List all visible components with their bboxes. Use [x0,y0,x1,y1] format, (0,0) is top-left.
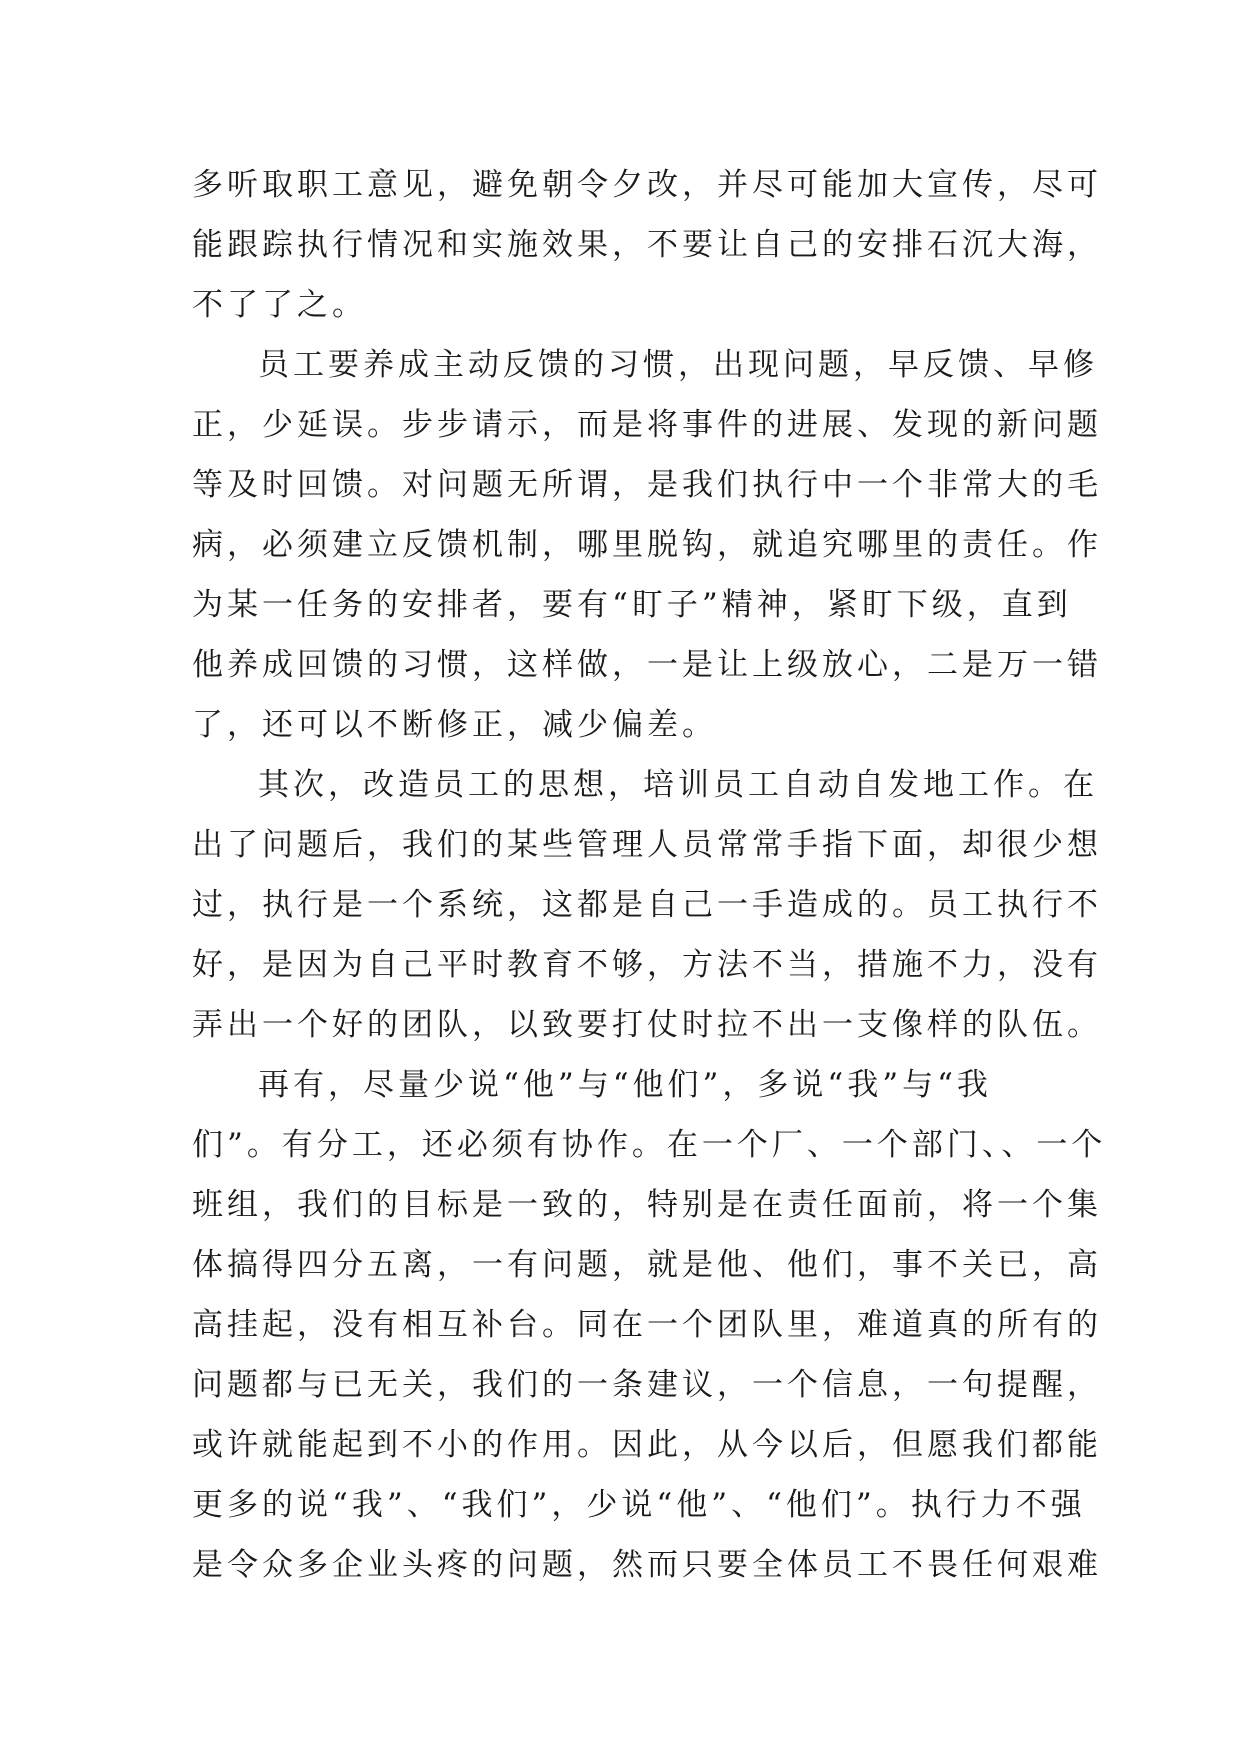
paragraph-3 [192,755,1102,1055]
paragraph-4 [192,1055,1107,1595]
document-page [192,155,1107,1595]
paragraph-2 [192,335,1102,755]
text-line: 或许就能起到不小的作用。因此，从今以后，但愿我们都能 [192,1427,1102,1463]
text-line: 过，执行是一个系统，这都是自己一手造成的。员工执行不 [192,887,1102,923]
text-line: 了，还可以不断修正，减少偏差。 [192,707,717,743]
text-line: 他养成回馈的习惯，这样做，一是让上级放心，二是万一错 [192,647,1102,683]
text-line: 病，必须建立反馈机制，哪里脱钩，就追究哪里的责任。作 [192,527,1102,563]
text-line: 等及时回馈。对问题无所谓，是我们执行中一个非常大的毛 [192,467,1102,503]
text-line: 弄出一个好的团队，以致要打仗时拉不出一支像样的队伍。 [192,1007,1102,1043]
text-line: 体搞得四分五离，一有问题，就是他、他们，事不关已，高 [192,1247,1102,1283]
text-line: 多听取职工意见，避免朝令夕改，并尽可能加大宣传，尽可 [192,167,1102,203]
text-line: 不了了之。 [192,287,367,323]
text-line: 们”。有分工，还必须有协作。在一个厂、一个部门、、一个 [192,1127,1107,1163]
paragraph-1 [192,155,1102,335]
text-line: 其次，改造员工的思想，培训员工自动自发地工作。在 [258,767,1098,803]
text-line: 员工要养成主动反馈的习惯，出现问题，早反馈、早修 [258,347,1098,383]
text-line: 正，少延误。步步请示，而是将事件的进展、发现的新问题 [192,407,1102,443]
text-line: 更多的说“我”、“我们”，少说“他”、“他们”。执行力不强 [192,1487,1086,1523]
text-line: 能跟踪执行情况和实施效果，不要让自己的安排石沉大海， [192,227,1102,263]
text-line: 好，是因为自己平时教育不够，方法不当，措施不力，没有 [192,947,1102,983]
text-line: 问题都与已无关，我们的一条建议，一个信息，一句提醒， [192,1367,1102,1403]
text-line: 是令众多企业头疼的问题，然而只要全体员工不畏任何艰难 [192,1547,1102,1583]
text-line: 班组，我们的目标是一致的，特别是在责任面前，将一个集 [192,1187,1102,1223]
text-line: 出了问题后，我们的某些管理人员常常手指下面，却很少想 [192,827,1102,863]
text-line: 为某一任务的安排者，要有“盯子”精神，紧盯下级，直到 [192,587,1072,623]
text-line: 高挂起，没有相互补台。同在一个团队里，难道真的所有的 [192,1307,1102,1343]
text-line: 再有，尽量少说“他”与“他们”，多说“我”与“我 [258,1067,992,1103]
